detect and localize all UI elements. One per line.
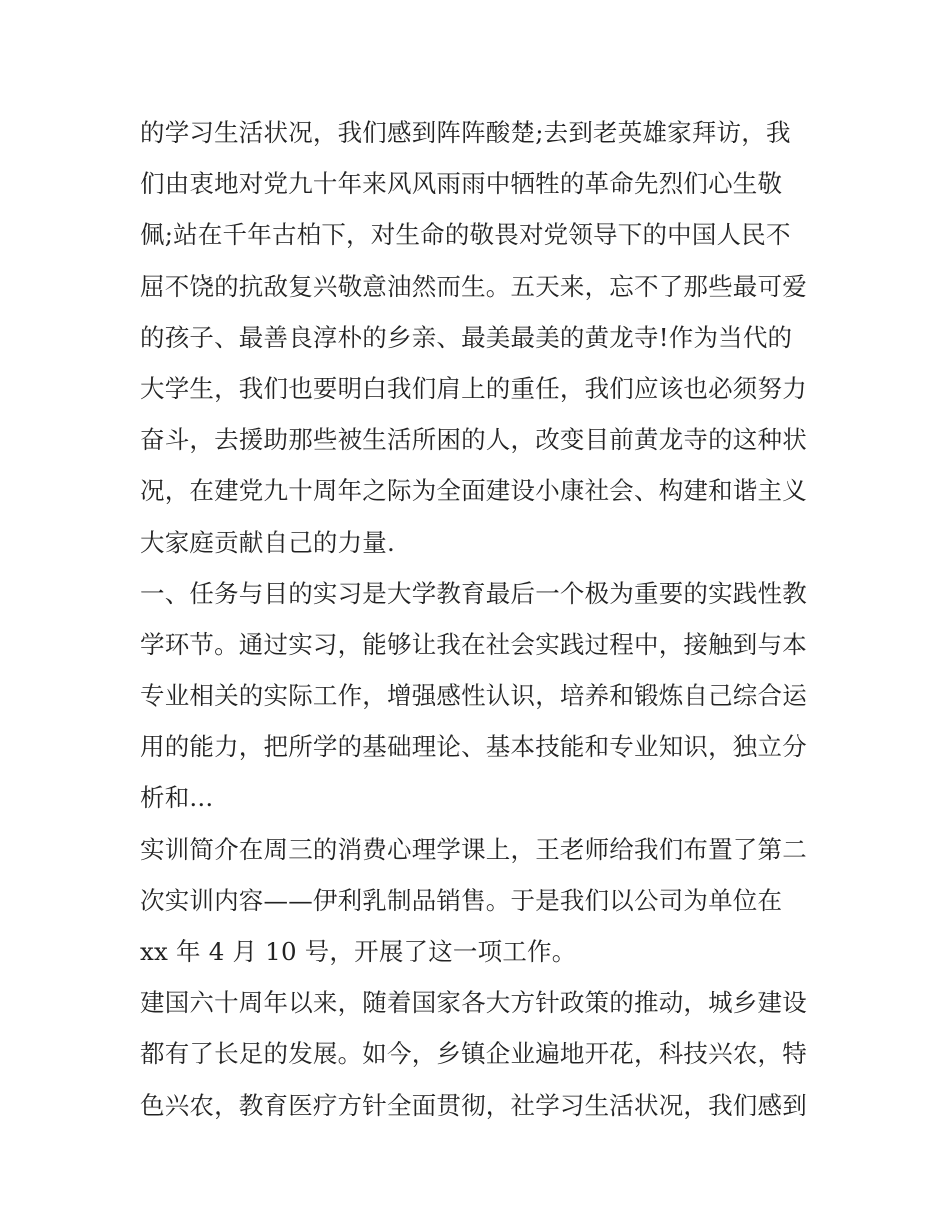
text-line: 的孩子、最善良淳朴的乡亲、最美最美的黄龙寺!作为当代的 (140, 322, 793, 352)
text-line: 大学生，我们也要明白我们肩上的重任，我们应该也必须努力 (140, 373, 807, 403)
text-line: 奋斗，去援助那些被生活所困的人，改变目前黄龙寺的这种状 (140, 425, 807, 455)
text-line: 用的能力，把所学的基础理论、基本技能和专业知识，独立分 (140, 732, 807, 762)
text-line: 色兴农，教育医疗方针全面贯彻，社学习生活状况，我们感到 (140, 1090, 807, 1120)
body-text (140, 107, 820, 1131)
text-line: 专业相关的实际工作，增强感性认识，培养和锻炼自己综合运 (140, 681, 807, 711)
text-line: xx 年 4 月 10 号，开展了这一项工作。 (140, 937, 577, 966)
text-line: 屈不饶的抗敌复兴敬意油然而生。五天来，忘不了那些最可爱 (140, 271, 807, 301)
text-line: 况，在建党九十周年之际为全面建设小康社会、构建和谐主义 (140, 476, 807, 506)
text-line: 都有了长足的发展。如今，乡镇企业遍地开花，科技兴农，特 (140, 1039, 807, 1069)
text-line: 一、任务与目的实习是大学教育最后一个极为重要的实践性教 (140, 578, 807, 608)
text-line: 建国六十周年以来，随着国家各大方针政策的推动，城乡建设 (140, 988, 807, 1018)
text-line: 佩;站在千年古柏下，对生命的敬畏对党领导下的中国人民不 (140, 220, 791, 250)
text-line: 的学习生活状况，我们感到阵阵酸楚;去到老英雄家拜访，我 (140, 118, 791, 147)
text-line: 学环节。通过实习，能够让我在社会实践过程中，接触到与本 (140, 629, 807, 659)
text-line: 实训简介在周三的消费心理学课上，王老师给我们布置了第二 (140, 834, 807, 864)
text-line: 们由衷地对党九十年来风风雨雨中牺牲的革命先烈们心生敬 (140, 169, 783, 199)
text-line: 大家庭贡献自己的力量. (140, 527, 395, 557)
text-line: 析和... (140, 783, 214, 813)
text-line: 次实训内容——伊利乳制品销售。于是我们以公司为单位在 (140, 885, 783, 915)
